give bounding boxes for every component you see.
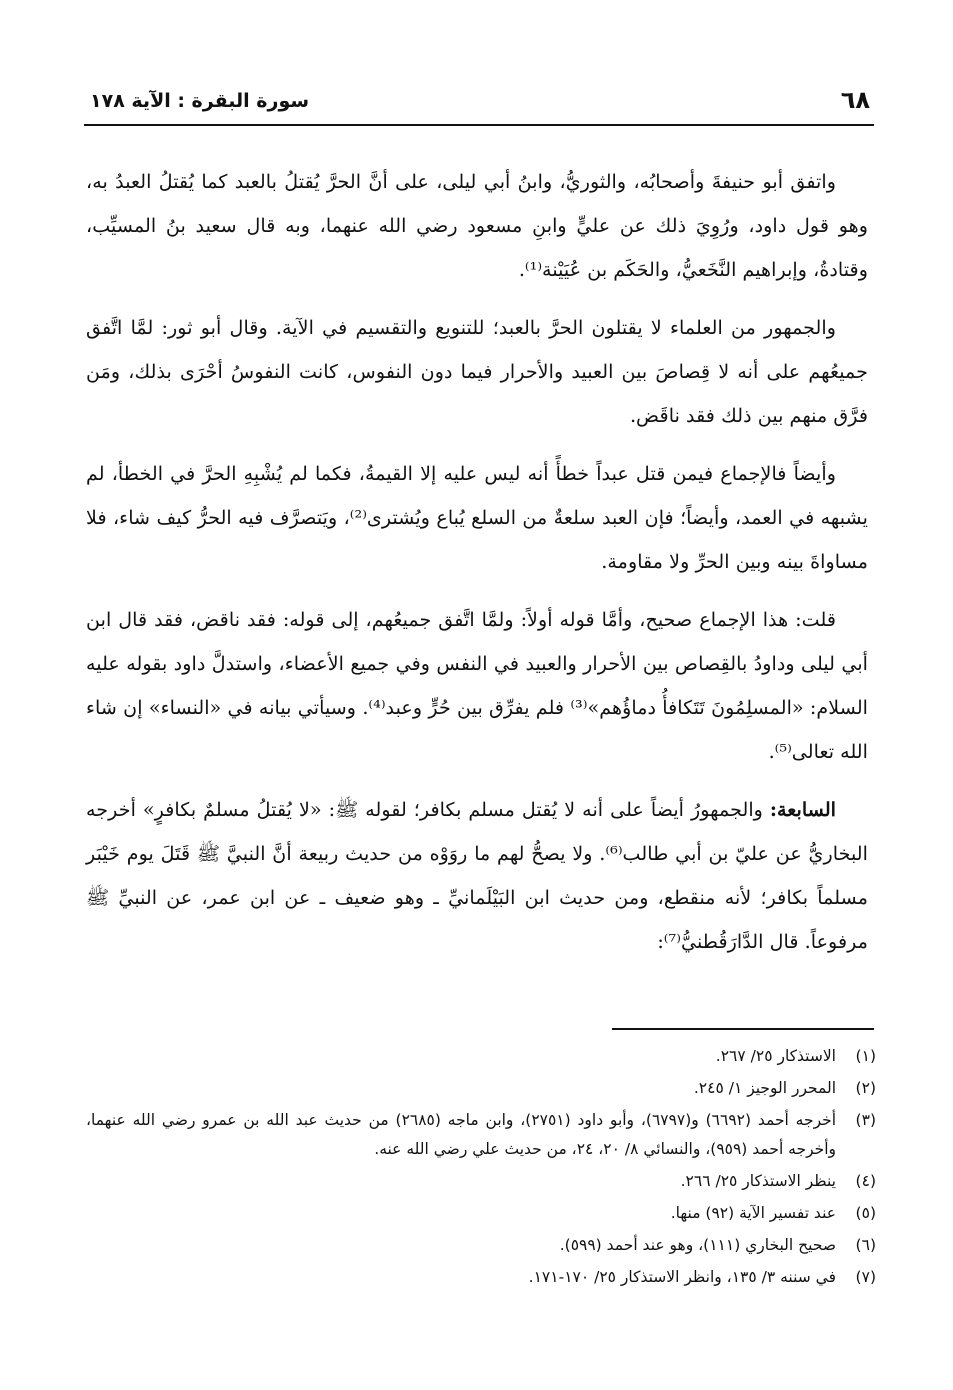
- footnote: [86, 1074, 876, 1103]
- paragraph: [86, 160, 868, 292]
- running-head: سورة البقرة : الآية ١٧٨: [90, 90, 310, 112]
- footnote-text: في سننه ٣/ ١٣٥، وانظر الاستذكار ٢٥/ ١٧٠-١٧١.: [528, 1268, 836, 1286]
- paragraph: [86, 306, 868, 438]
- footnote: [86, 1231, 876, 1260]
- footnote-text: عند تفسير الآية (٩٢) منها.: [670, 1204, 836, 1222]
- paragraph-text: قلت: هذا الإجماع صحيح، وأمَّا قوله أولاً: ولمَّا اتَّفق جميعُهم، إلى قوله: فقد ناقض، فقد قال ابن أبي ليلى وداودُ بالقِصاص بين الأحرار والعبيد في النفس وفي جميع الأعضاء، واستدلَّ داود بقوله عليه السلام: «المسلِمُونَ تَتَكافأُ دماؤُهم»⁽³⁾ فلم يفرِّق بين حُرٍّ وعبد⁽⁴⁾. وسيأتي بيانه في «النساء» إن شاء الله تعالى⁽⁵⁾.: [86, 608, 868, 763]
- paragraph: [86, 598, 868, 774]
- footnote-number: (١): [855, 1047, 876, 1065]
- footnote-number: (٧): [855, 1268, 876, 1286]
- footnote: [86, 1042, 876, 1071]
- footnote-text: الاستذكار ٢٥/ ٢٦٧.: [715, 1047, 836, 1065]
- footnote-text: ينظر الاستذكار ٢٥/ ٢٦٦.: [680, 1172, 836, 1190]
- footnote-text: صحيح البخاري (١١١)، وهو عند أحمد (٥٩٩).: [559, 1236, 836, 1254]
- paragraph: [86, 788, 868, 964]
- footnote-number: (٢): [855, 1079, 876, 1097]
- footnote-text: أخرجه أحمد (٦٦٩٢) و(٦٧٩٧)، وأبو داود (٢٧٥١)، وابن ماجه (٢٦٨٥) من حديث عبد الله بن عمرو رضي الله عنهما، وأخرجه أحمد (٩٥٩)، والنسائي ٨/ ٢٠، ٢٤، من حديث علي رضي الله عنه.: [86, 1111, 837, 1158]
- paragraph-text: واتفق أبو حنيفةَ وأصحابُه، والثوريُّ، وابنُ أبي ليلى، على أنَّ الحرَّ يُقتلُ بالعبد كما يُقتلُ العبدُ به، وهو قول داود، ورُوِيَ ذلك عن عليٍّ وابنِ مسعود رضي الله عنهما، وبه قال سعيد بنُ المسيِّب، وقتادةُ، وإبراهيم النَّخَعيُّ، والحَكَم بن عُيَيْنة⁽¹⁾.: [86, 170, 868, 281]
- footnote: [86, 1106, 876, 1164]
- footnote: [86, 1263, 876, 1292]
- paragraph-lead: السابعة:: [769, 798, 836, 821]
- paragraph-text: وأيضاً فالإجماع فيمن قتل عبداً خطأً أنه ليس عليه إلا القيمةُ، فكما لم يُشْبِهِ الحرَّ في الخطأ، لم يشبهه في العمد، وأيضاً؛ فإن العبد سلعةٌ من السلع يُباع ويُشترى⁽²⁾، ويَتصرَّف فيه الحرُّ كيف شاء، فلا مساواةَ بينه وبين الحرِّ ولا مقاومة.: [86, 462, 868, 573]
- page-header: [84, 84, 874, 126]
- footnote: [86, 1199, 876, 1228]
- paragraph-text: والجمهورُ أيضاً على أنه لا يُقتل مسلم بكافر؛ لقوله ﷺ: «لا يُقتلُ مسلمٌ بكافرٍ» أخرجه البخاريُّ عن عليّ بن أبي طالب⁽⁶⁾. ولا يصحُّ لهم ما روَوْه من حديث ربيعة أنَّ النبيَّ ﷺ قَتَلَ يوم خَيْبَر مسلماً بكافر؛ لأنه منقطع، ومن حديث ابن البَيْلَمانيِّ ـ وهو ضعيف ـ عن ابن عمر، عن النبيِّ ﷺ مرفوعاً. قال الدَّارَقُطنيُّ⁽⁷⁾:: [86, 798, 868, 953]
- footnote-separator: [612, 1028, 874, 1030]
- paragraph-text: والجمهور من العلماء لا يقتلون الحرَّ بالعبد؛ للتنويع والتقسيم في الآية. وقال أبو ثور: لمَّا اتَّفق جميعُهم على أنه لا قِصاصَ بين العبيد والأحرار فيما دون النفوس، كانت النفوسُ أحْرَى بذلك، ومَن فرَّق منهم بين ذلك فقد ناقَض.: [86, 316, 868, 427]
- footnote-number: (٦): [855, 1236, 876, 1254]
- footnote-number: (٥): [855, 1204, 876, 1222]
- footnote: [86, 1167, 876, 1196]
- paragraph: [86, 452, 868, 584]
- page-number: ٦٨: [840, 86, 870, 114]
- body-text: [86, 160, 868, 978]
- footnotes: [86, 1042, 876, 1295]
- footnote-number: (٤): [855, 1172, 876, 1190]
- footnote-text: المحرر الوجيز ١/ ٢٤٥.: [693, 1079, 836, 1097]
- footnote-number: (٣): [855, 1111, 876, 1129]
